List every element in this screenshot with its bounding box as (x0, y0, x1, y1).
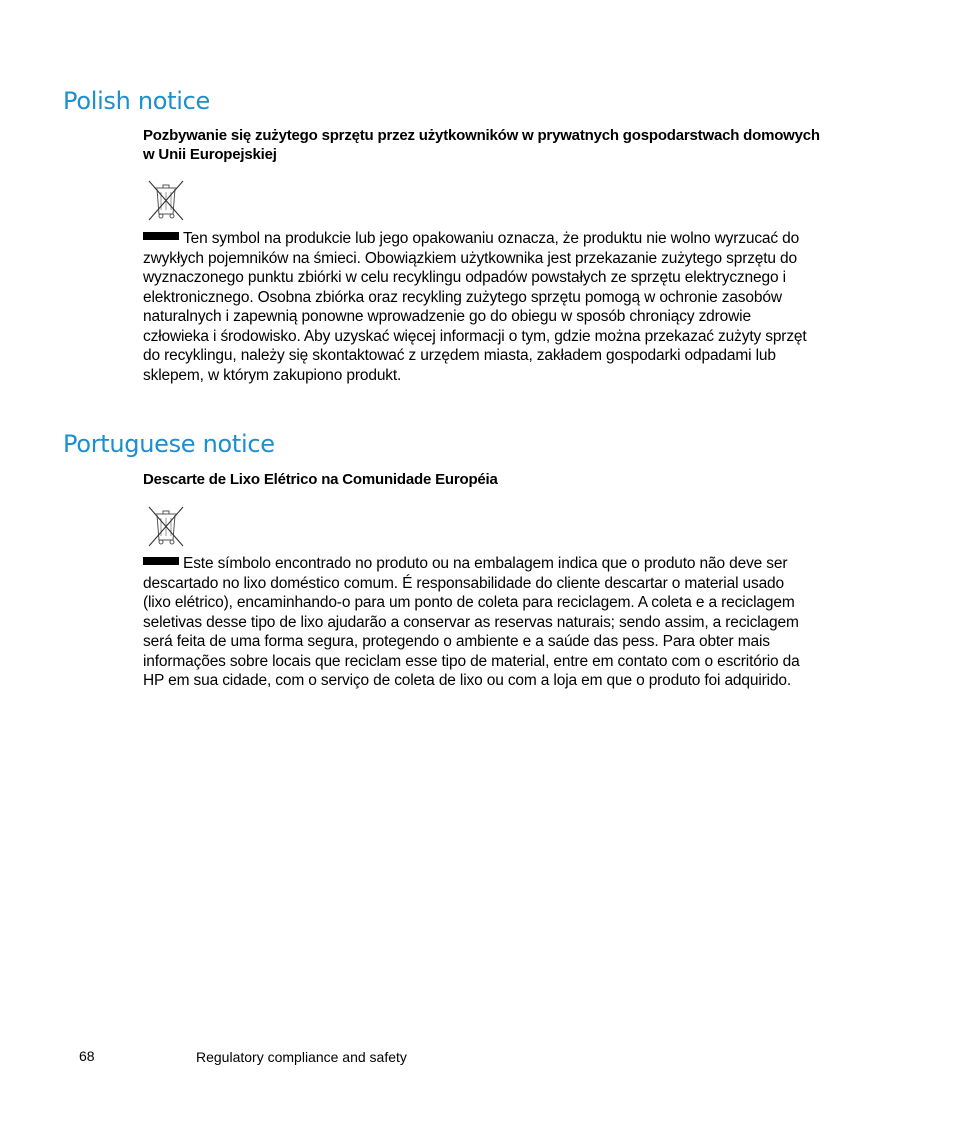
portuguese-notice-heading: Portuguese notice (63, 430, 275, 458)
polish-notice-body-text: Ten symbol na produkcie lub jego opakowaniu oznacza, że produktu nie wolno wyrzucać do zwykłych pojemników na śmieci. Obowiązkiem użytkownika jest przekazanie zużytego sprzętu do wyznaczonego punktu zbiórki w celu recyklingu odpadów powstałych ze sprzętu elektrycznego i elektronicznego. Osobna zbiórka oraz recykling zużytego sprzętu pomogą w ochronie zasobów naturalnych i zapewnią ponowne wprowadzenie go do obiegu w sposób chroniący zdrowie człowieka i środowisko. Aby uzyskać więcej informacji o tym, gdzie można przekazać zużyty sprzęt do recyklingu, należy się skontaktować z urzędem miasta, zakładem gospodarki odpadami lub sklepem, w którym zakupiono produkt. (143, 230, 807, 384)
footer-title: Regulatory compliance and safety (196, 1049, 407, 1065)
crossed-out-wheelie-bin-icon (146, 178, 186, 222)
portuguese-notice-body (143, 554, 815, 691)
black-bar-mark (143, 557, 179, 565)
crossed-out-wheelie-bin-icon (146, 504, 186, 548)
portuguese-notice-body-text: Este símbolo encontrado no produto ou na embalagem indica que o produto não deve ser descartado no lixo doméstico comum. É responsabilidade do cliente descartar o material usado (lixo elétrico), encaminhando-o para um ponto de coleta para reciclagem. A coleta e a reciclagem seletivas desse tipo de lixo ajudarão a conservar as reservas naturais; sendo assim, a reciclagem será feita de uma forma segura, protegendo o ambiente e a saúde das pess. Para obter mais informações sobre locais que reciclam esse tipo de material, entre em contato com o escritório da HP em sua cidade, com o serviço de coleta de lixo ou com a loja em que o produto foi adquirido. (143, 555, 800, 689)
polish-notice-body (143, 229, 815, 385)
polish-notice-subheading: Pozbywanie się zużytego sprzętu przez użytkowników w prywatnych gospodarstwach domowych w Unii Europejskiej (143, 127, 820, 163)
polish-notice-heading: Polish notice (63, 87, 211, 115)
portuguese-notice-subheading: Descarte de Lixo Elétrico na Comunidade Européia (143, 471, 498, 488)
page-number: 68 (79, 1048, 95, 1064)
black-bar-mark (143, 232, 179, 240)
